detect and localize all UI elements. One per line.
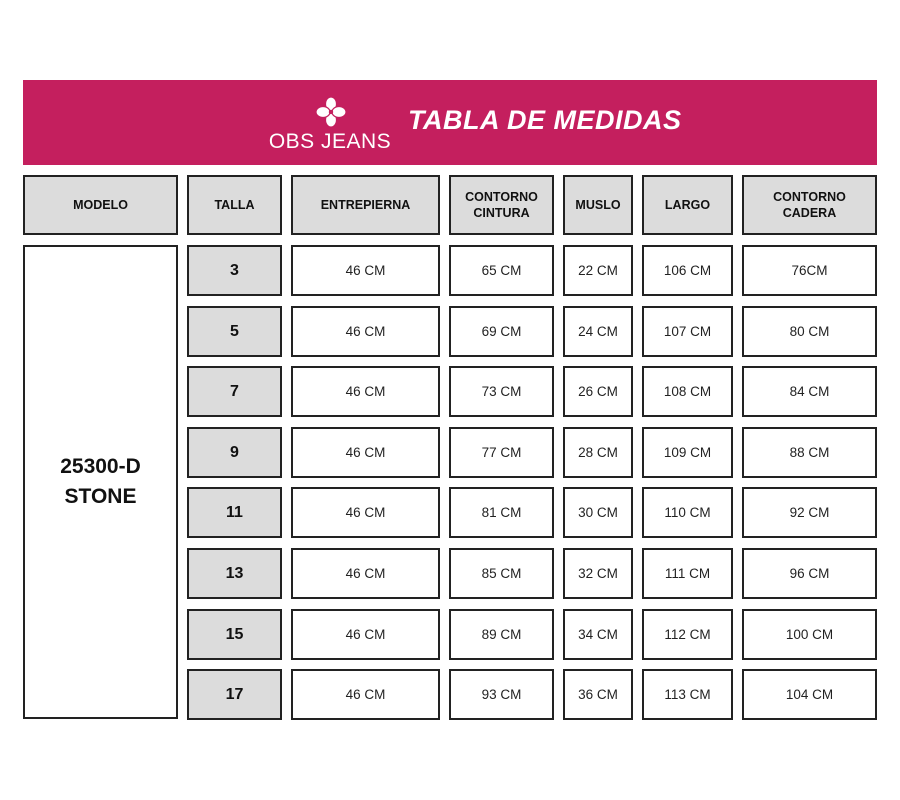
largo-cell: 111 CM <box>642 548 733 599</box>
largo-cell: 109 CM <box>642 427 733 478</box>
entrepierna-cell: 46 CM <box>291 427 440 478</box>
cintura-cell: 81 CM <box>449 487 554 538</box>
largo-cell: 113 CM <box>642 669 733 720</box>
cintura-cell: 85 CM <box>449 548 554 599</box>
column-header-contorno-cadera: CONTORNO CADERA <box>742 175 877 235</box>
cintura-cell: 73 CM <box>449 366 554 417</box>
talla-cell: 17 <box>187 669 282 720</box>
largo-cell: 110 CM <box>642 487 733 538</box>
brand-logo <box>263 96 397 156</box>
column-header-talla: TALLA <box>187 175 282 235</box>
entrepierna-cell: 46 CM <box>291 366 440 417</box>
cadera-cell: 104 CM <box>742 669 877 720</box>
cintura-cell: 89 CM <box>449 609 554 660</box>
largo-cell: 112 CM <box>642 609 733 660</box>
talla-cell: 5 <box>187 306 282 357</box>
cintura-cell: 65 CM <box>449 245 554 296</box>
talla-cell: 9 <box>187 427 282 478</box>
entrepierna-cell: 46 CM <box>291 245 440 296</box>
entrepierna-cell: 46 CM <box>291 548 440 599</box>
entrepierna-cell: 46 CM <box>291 609 440 660</box>
muslo-cell: 28 CM <box>563 427 633 478</box>
cadera-cell: 84 CM <box>742 366 877 417</box>
talla-cell: 15 <box>187 609 282 660</box>
talla-cell: 11 <box>187 487 282 538</box>
muslo-cell: 22 CM <box>563 245 633 296</box>
cintura-cell: 69 CM <box>449 306 554 357</box>
header-banner <box>23 80 877 165</box>
muslo-cell: 32 CM <box>563 548 633 599</box>
page-title: TABLA DE MEDIDAS <box>408 105 682 135</box>
largo-cell: 108 CM <box>642 366 733 417</box>
entrepierna-cell: 46 CM <box>291 669 440 720</box>
cadera-cell: 80 CM <box>742 306 877 357</box>
muslo-cell: 34 CM <box>563 609 633 660</box>
column-header-contorno-cintura: CONTORNO CINTURA <box>449 175 554 235</box>
cintura-cell: 93 CM <box>449 669 554 720</box>
brand-name: OBS JEANS <box>268 130 392 153</box>
model-cell <box>23 245 178 719</box>
column-header-entrepierna: ENTREPIERNA <box>291 175 440 235</box>
muslo-cell: 30 CM <box>563 487 633 538</box>
model-code: 25300-D <box>60 455 141 478</box>
talla-cell: 13 <box>187 548 282 599</box>
entrepierna-cell: 46 CM <box>291 306 440 357</box>
cadera-cell: 76CM <box>742 245 877 296</box>
entrepierna-cell: 46 CM <box>291 487 440 538</box>
largo-cell: 106 CM <box>642 245 733 296</box>
talla-cell: 7 <box>187 366 282 417</box>
cadera-cell: 88 CM <box>742 427 877 478</box>
muslo-cell: 26 CM <box>563 366 633 417</box>
cadera-cell: 100 CM <box>742 609 877 660</box>
talla-cell: 3 <box>187 245 282 296</box>
largo-cell: 107 CM <box>642 306 733 357</box>
model-finish: STONE <box>64 485 137 508</box>
column-header-muslo: MUSLO <box>563 175 633 235</box>
muslo-cell: 24 CM <box>563 306 633 357</box>
cadera-cell: 92 CM <box>742 487 877 538</box>
column-header-modelo: MODELO <box>23 175 178 235</box>
flower-logo-icon <box>315 96 347 128</box>
cadera-cell: 96 CM <box>742 548 877 599</box>
cintura-cell: 77 CM <box>449 427 554 478</box>
column-header-largo: LARGO <box>642 175 733 235</box>
muslo-cell: 36 CM <box>563 669 633 720</box>
